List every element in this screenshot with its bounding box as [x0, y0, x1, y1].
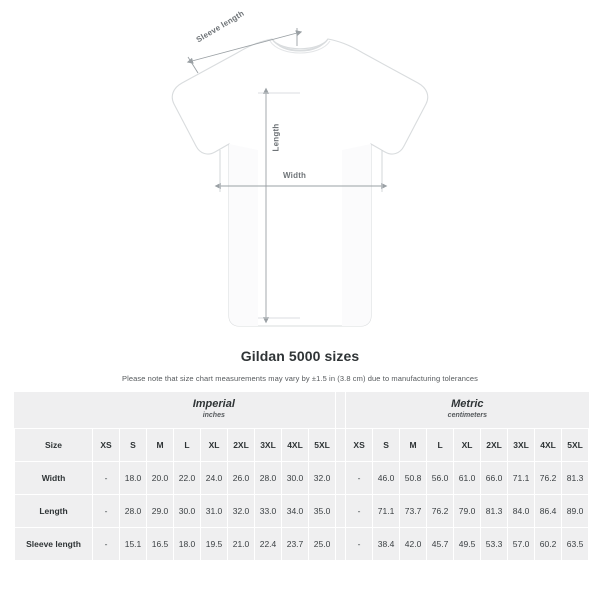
size-metric-xl: XL	[454, 428, 481, 461]
sleeve-metric-l: 45.7	[427, 527, 454, 560]
tshirt-shape	[172, 39, 427, 326]
length-imperial-xl: 31.0	[201, 494, 228, 527]
title-block	[0, 348, 600, 383]
sleeve-metric-3xl: 57.0	[508, 527, 535, 560]
sleeve-imperial-s: 15.1	[120, 527, 147, 560]
size-table-wrap	[14, 392, 586, 561]
length-metric-l: 76.2	[427, 494, 454, 527]
length-metric-xl: 79.0	[454, 494, 481, 527]
size-imperial-xl: XL	[201, 428, 228, 461]
metric-title: Metric	[451, 397, 484, 410]
sleeve-imperial-4xl: 23.7	[282, 527, 309, 560]
unit-spacer	[15, 392, 93, 428]
width-imperial-3xl: 28.0	[255, 461, 282, 494]
size-imperial-5xl: 5XL	[309, 428, 336, 461]
length-imperial-l: 30.0	[174, 494, 201, 527]
row-label-width: Width	[15, 461, 93, 494]
size-imperial-s: S	[120, 428, 147, 461]
length-imperial-m: 29.0	[147, 494, 174, 527]
size-imperial-xs: XS	[93, 428, 120, 461]
imperial-unit-header	[93, 392, 336, 428]
size-metric-2xl: 2XL	[481, 428, 508, 461]
imperial-subtitle: inches	[202, 412, 225, 420]
length-imperial-4xl: 34.0	[282, 494, 309, 527]
metric-unit-header	[346, 392, 589, 428]
sleeve-metric-xs: -	[346, 527, 373, 560]
sleeve-imperial-l: 18.0	[174, 527, 201, 560]
size-header-cell: Size	[15, 428, 93, 461]
sleeve-metric-4xl: 60.2	[535, 527, 562, 560]
sleeve-metric-2xl: 53.3	[481, 527, 508, 560]
width-metric-4xl: 76.2	[535, 461, 562, 494]
length-imperial-xs: -	[93, 494, 120, 527]
width-label: Width	[283, 171, 307, 180]
length-imperial-2xl: 32.0	[228, 494, 255, 527]
length-metric-s: 71.1	[373, 494, 400, 527]
header-gap	[336, 428, 346, 461]
table-row	[15, 527, 589, 560]
size-metric-m: M	[400, 428, 427, 461]
table-row	[15, 461, 589, 494]
sleeve-imperial-5xl: 25.0	[309, 527, 336, 560]
length-imperial-5xl: 35.0	[309, 494, 336, 527]
length-metric-5xl: 89.0	[562, 494, 589, 527]
length-metric-m: 73.7	[400, 494, 427, 527]
metric-subtitle: centimeters	[447, 412, 487, 420]
width-metric-5xl: 81.3	[562, 461, 589, 494]
table-row	[15, 494, 589, 527]
width-metric-xs: -	[346, 461, 373, 494]
width-imperial-2xl: 26.0	[228, 461, 255, 494]
row-gap	[336, 527, 346, 560]
sleeve-metric-5xl: 63.5	[562, 527, 589, 560]
length-imperial-s: 28.0	[120, 494, 147, 527]
width-imperial-s: 18.0	[120, 461, 147, 494]
width-imperial-m: 20.0	[147, 461, 174, 494]
length-metric-xs: -	[346, 494, 373, 527]
size-metric-xs: XS	[346, 428, 373, 461]
width-metric-2xl: 66.0	[481, 461, 508, 494]
size-metric-5xl: 5XL	[562, 428, 589, 461]
length-imperial-3xl: 33.0	[255, 494, 282, 527]
sleeve-imperial-xs: -	[93, 527, 120, 560]
width-metric-3xl: 71.1	[508, 461, 535, 494]
sleeve-metric-m: 42.0	[400, 527, 427, 560]
width-metric-l: 56.0	[427, 461, 454, 494]
size-header-row	[15, 428, 589, 461]
size-imperial-2xl: 2XL	[228, 428, 255, 461]
size-imperial-l: L	[174, 428, 201, 461]
size-metric-4xl: 4XL	[535, 428, 562, 461]
sleeve-metric-s: 38.4	[373, 527, 400, 560]
row-label-sleeve-length: Sleeve length	[15, 527, 93, 560]
length-metric-4xl: 86.4	[535, 494, 562, 527]
width-imperial-4xl: 30.0	[282, 461, 309, 494]
size-table	[14, 392, 589, 561]
length-metric-3xl: 84.0	[508, 494, 535, 527]
row-gap	[336, 461, 346, 494]
sleeve-imperial-2xl: 21.0	[228, 527, 255, 560]
size-imperial-3xl: 3XL	[255, 428, 282, 461]
size-metric-s: S	[373, 428, 400, 461]
sleeve-imperial-xl: 19.5	[201, 527, 228, 560]
row-gap	[336, 494, 346, 527]
size-metric-3xl: 3XL	[508, 428, 535, 461]
sleeve-length-label: Sleeve length	[194, 8, 246, 45]
width-imperial-5xl: 32.0	[309, 461, 336, 494]
size-imperial-4xl: 4XL	[282, 428, 309, 461]
width-metric-s: 46.0	[373, 461, 400, 494]
width-imperial-xs: -	[93, 461, 120, 494]
size-metric-l: L	[427, 428, 454, 461]
width-imperial-xl: 24.0	[201, 461, 228, 494]
width-metric-xl: 61.0	[454, 461, 481, 494]
length-label: Length	[271, 123, 281, 152]
imperial-title: Imperial	[192, 397, 235, 410]
unit-header-row	[15, 392, 589, 428]
unit-gap	[336, 392, 346, 428]
row-label-length: Length	[15, 494, 93, 527]
length-metric-2xl: 81.3	[481, 494, 508, 527]
size-imperial-m: M	[147, 428, 174, 461]
sleeve-metric-xl: 49.5	[454, 527, 481, 560]
page-title: Gildan 5000 sizes	[240, 348, 360, 364]
width-imperial-l: 22.0	[174, 461, 201, 494]
tolerance-note: Please note that size chart measurements may vary by ±1.5 in (3.8 cm) due to manufacturing tolerances	[121, 374, 479, 383]
sleeve-imperial-m: 16.5	[147, 527, 174, 560]
sleeve-imperial-3xl: 22.4	[255, 527, 282, 560]
width-metric-m: 50.8	[400, 461, 427, 494]
